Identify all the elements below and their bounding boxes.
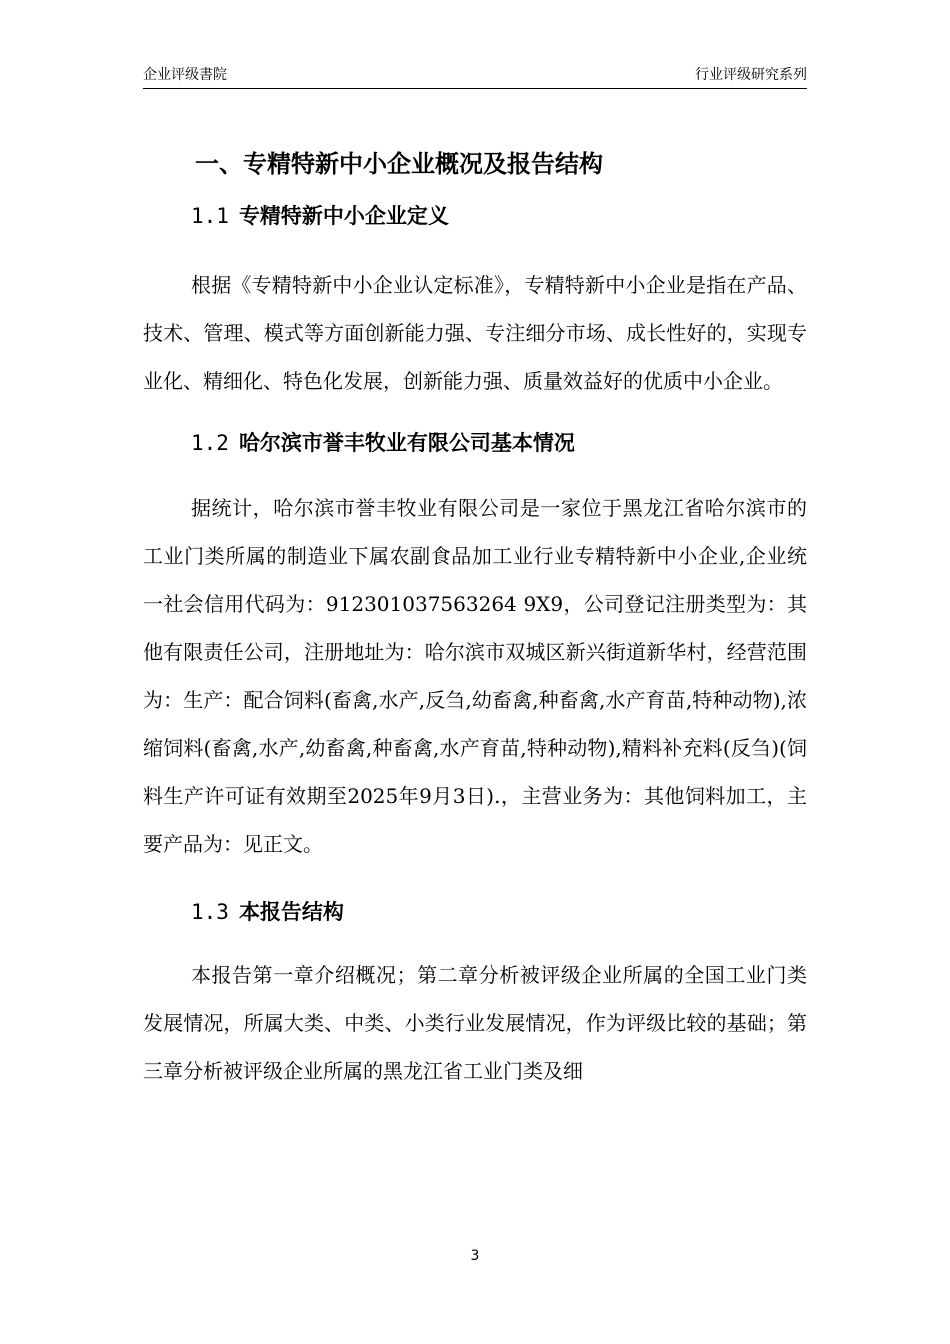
page-footer [0,1248,950,1264]
section-number: 1.3 [191,900,229,924]
page-number: 3 [470,1248,480,1264]
section-title: 专精特新中小企业定义 [238,204,449,228]
chapter-title: 一、专精特新中小企业概况及报告结构 [195,150,603,178]
section-number: 1.2 [191,431,229,455]
section-title: 本报告结构 [238,900,344,924]
page-header [143,66,807,89]
section-title: 哈尔滨市誉丰牧业有限公司基本情况 [238,431,575,455]
section-heading-1-3 [143,892,807,932]
page-content [143,140,807,1095]
section-paragraph-1-3: 本报告第一章介绍概况；第二章分析被评级企业所属的全国工业门类发展情况，所属大类、中类、小类行业发展情况，作为评级比较的基础；第三章分析被评级企业所属的黑龙江省工业门类及细 [143,963,807,1083]
section-paragraph-1-1: 根据《专精特新中小企业认定标准》，专精特新中小企业是指在产品、技术、管理、模式等方面创新能力强、专注细分市场、成长性好的，实现专业化、精细化、特色化发展，创新能力强、质量效益好的优质中小企业。 [143,273,807,393]
section-heading-1-1 [143,196,807,236]
section-number: 1.1 [191,204,229,228]
header-left-text: 企业评级書院 [143,67,227,83]
section-heading-1-2 [143,423,807,463]
header-right-text: 行业评级研究系列 [695,67,807,83]
section-paragraph-1-2: 据统计，哈尔滨市誉丰牧业有限公司是一家位于黑龙江省哈尔滨市的工业门类所属的制造业下属农副食品加工业行业专精特新中小企业,企业统一社会信用代码为：912301037563264 9X9，公司登记注册类型为：其他有限责任公司，注册地址为：哈尔滨市双城区新兴街道新华村，经营范围为：生产：配合饲料(畜禽,水产,反刍,幼畜禽,种畜禽,水产育苗,特种动物),浓缩饲料(畜禽,水产,幼畜禽,种畜禽,水产育苗,特种动物),精料补充料(反刍)(饲料生产许可证有效期至2025年9月3日).，主营业务为：其他饲料加工，主要产品为：见正文。 [143,496,807,856]
